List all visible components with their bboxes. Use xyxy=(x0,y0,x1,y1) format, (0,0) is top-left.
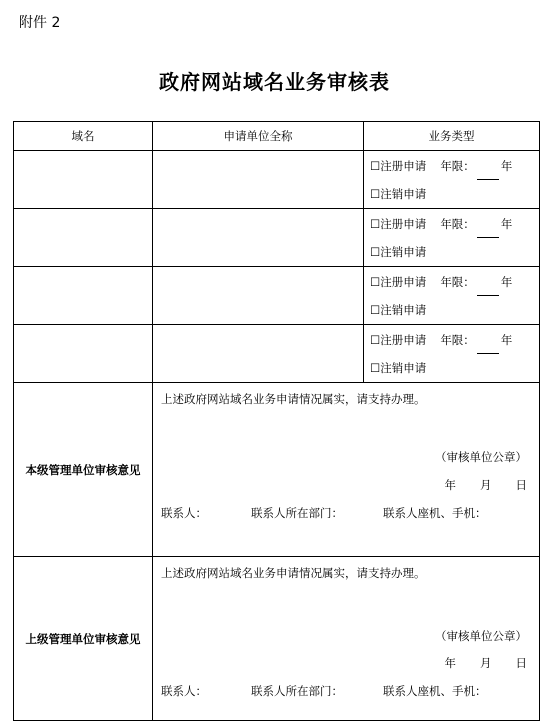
cancel-checkbox[interactable]: ☐注销申请 xyxy=(370,244,427,259)
cancel-checkbox[interactable]: ☐注销申请 xyxy=(370,360,427,375)
domain-cell[interactable] xyxy=(14,325,153,383)
local-approval-cell[interactable] xyxy=(153,383,540,557)
register-checkbox[interactable]: ☐注册申请 xyxy=(370,158,427,173)
years-blank[interactable] xyxy=(477,283,499,296)
years-blank[interactable] xyxy=(477,167,499,180)
business-type-cell xyxy=(364,325,540,383)
unit-cell[interactable] xyxy=(153,151,364,209)
table-row xyxy=(14,151,540,209)
header-business-type: 业务类型 xyxy=(364,122,540,151)
years-label: 年限： xyxy=(440,216,475,231)
superior-approval-label: 上级管理单位审核意见 xyxy=(14,557,153,721)
date-day: 日 xyxy=(515,656,527,670)
years-blank[interactable] xyxy=(477,225,499,238)
superior-approval-row xyxy=(14,557,540,721)
domain-cell[interactable] xyxy=(14,267,153,325)
domain-cell[interactable] xyxy=(14,209,153,267)
table-row xyxy=(14,267,540,325)
unit-cell[interactable] xyxy=(153,325,364,383)
years-unit: 年 xyxy=(500,158,513,173)
years-unit: 年 xyxy=(500,332,513,347)
header-domain: 域名 xyxy=(14,122,153,151)
superior-approval-cell[interactable] xyxy=(153,557,540,721)
years-label: 年限： xyxy=(440,274,475,289)
date-year: 年 xyxy=(444,478,456,492)
date-month: 月 xyxy=(480,478,492,492)
seal-note: （审核单位公章） xyxy=(435,629,527,643)
contact-line xyxy=(161,683,487,699)
seal-note: （审核单位公章） xyxy=(435,450,527,464)
table-row xyxy=(14,325,540,383)
table-row xyxy=(14,209,540,267)
years-label: 年限： xyxy=(440,158,475,173)
contact-person[interactable]: 联系人： xyxy=(161,506,207,520)
years-unit: 年 xyxy=(500,216,513,231)
years-unit: 年 xyxy=(500,274,513,289)
attachment-label: 附件 2 xyxy=(19,15,61,31)
contact-line xyxy=(161,505,487,521)
years-label: 年限： xyxy=(440,332,475,347)
contact-dept[interactable]: 联系人所在部门： xyxy=(251,506,343,520)
date-day: 日 xyxy=(515,478,527,492)
approval-statement: 上述政府网站域名业务申请情况属实，请支持办理。 xyxy=(161,566,426,580)
cancel-checkbox[interactable]: ☐注销申请 xyxy=(370,186,427,201)
business-type-cell xyxy=(364,267,540,325)
approval-date xyxy=(421,477,528,493)
audit-form-table xyxy=(13,121,540,721)
approval-date xyxy=(421,655,528,671)
local-approval-row xyxy=(14,383,540,557)
cancel-checkbox[interactable]: ☐注销申请 xyxy=(370,302,427,317)
contact-person[interactable]: 联系人： xyxy=(161,684,207,698)
approval-statement: 上述政府网站域名业务申请情况属实，请支持办理。 xyxy=(161,392,426,406)
date-year: 年 xyxy=(444,656,456,670)
unit-cell[interactable] xyxy=(153,209,364,267)
unit-cell[interactable] xyxy=(153,267,364,325)
register-checkbox[interactable]: ☐注册申请 xyxy=(370,274,427,289)
years-blank[interactable] xyxy=(477,341,499,354)
contact-dept[interactable]: 联系人所在部门： xyxy=(251,684,343,698)
domain-cell[interactable] xyxy=(14,151,153,209)
business-type-cell xyxy=(364,151,540,209)
local-approval-label: 本级管理单位审核意见 xyxy=(14,383,153,557)
header-unit-name: 申请单位全称 xyxy=(153,122,364,151)
contact-phone[interactable]: 联系人座机、手机： xyxy=(383,506,487,520)
contact-phone[interactable]: 联系人座机、手机： xyxy=(383,684,487,698)
register-checkbox[interactable]: ☐注册申请 xyxy=(370,216,427,231)
business-type-cell xyxy=(364,209,540,267)
register-checkbox[interactable]: ☐注册申请 xyxy=(370,332,427,347)
page-title: 政府网站域名业务审核表 xyxy=(159,70,390,94)
date-month: 月 xyxy=(480,656,492,670)
table-header-row xyxy=(14,122,540,151)
